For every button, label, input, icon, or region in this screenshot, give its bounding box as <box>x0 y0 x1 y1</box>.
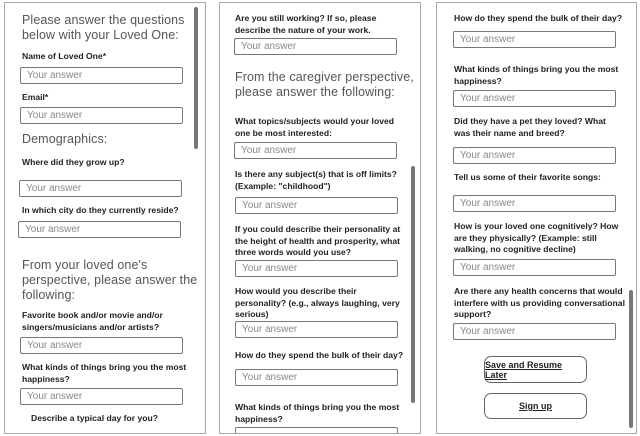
grow-up-label: Where did they grow up? <box>22 157 125 167</box>
form-panel-1 <box>4 2 206 434</box>
topics-label: What topics/subjects would your loved one be most interested: <box>235 116 395 138</box>
scrollbar[interactable] <box>411 166 415 403</box>
happiness-label: What kinds of things bring you the most happiness? <box>454 64 619 86</box>
city-input[interactable]: Your answer <box>18 221 181 238</box>
working-input[interactable]: Your answer <box>234 38 397 55</box>
songs-input[interactable]: Your answer <box>453 195 616 212</box>
happiness-label: What kinds of things bring you the most happiness? <box>22 362 187 384</box>
health-input[interactable]: Your answer <box>453 323 616 340</box>
bulk-day-input[interactable]: Your answer <box>453 31 616 48</box>
three-words-label: If you could describe their personality at the height of health and prosperity, what three words would you use? <box>235 224 401 257</box>
bulk-day-input[interactable]: Your answer <box>235 369 398 386</box>
name-input[interactable]: Your answer <box>20 67 183 84</box>
section-heading: Please answer the questions below with your Loved One: <box>22 13 185 42</box>
personality-input[interactable]: Your answer <box>235 321 398 338</box>
happiness-label: What kinds of things bring you the most happiness? <box>235 402 400 424</box>
topics-input[interactable]: Your answer <box>234 142 397 159</box>
off-limits-label: Is there any subject(s) that is off limits? (Example: "childhood") <box>235 169 397 191</box>
pet-label: Did they have a pet they loved? What was their name and breed? <box>454 116 606 138</box>
cognitive-input[interactable]: Your answer <box>453 259 616 276</box>
happiness-input[interactable]: Your answer <box>20 388 183 405</box>
three-words-input[interactable]: Your answer <box>235 260 398 277</box>
happiness-input[interactable] <box>235 427 398 434</box>
working-label: Are you still working? If so, please describe the nature of your work. <box>235 13 377 35</box>
form-panel-3 <box>436 2 637 434</box>
bulk-day-label: How do they spend the bulk of their day? <box>235 350 404 360</box>
typical-day-label: Describe a typical day for you? <box>31 413 159 423</box>
scrollbar[interactable] <box>629 290 633 428</box>
bulk-day-label: How do they spend the bulk of their day? <box>454 13 623 23</box>
email-input[interactable]: Your answer <box>20 107 183 124</box>
happiness-input[interactable]: Your answer <box>453 90 616 107</box>
sign-up-button[interactable]: Sign up <box>484 393 587 419</box>
name-label: Name of Loved One* <box>22 51 107 61</box>
scrollbar[interactable] <box>194 7 198 149</box>
save-resume-later-button[interactable]: Save and Resume Later <box>484 356 587 383</box>
email-label: Email* <box>22 92 49 102</box>
form-panel-2 <box>219 2 421 434</box>
perspective-heading: From your loved one's perspective, please answer the following: <box>22 258 198 302</box>
favorite-label: Favorite book and/or movie and/or singers/musicians and/or artists? <box>22 310 163 332</box>
off-limits-input[interactable]: Your answer <box>235 197 398 214</box>
songs-label: Tell us some of their favorite songs: <box>454 172 601 182</box>
grow-up-input[interactable]: Your answer <box>19 180 182 197</box>
personality-label: How would you describe their personality? (e.g., always laughing, very serious) <box>235 286 400 319</box>
favorite-input[interactable]: Your answer <box>20 337 183 354</box>
city-label: In which city do they currently reside? <box>22 205 179 215</box>
health-label: Are there any health concerns that would interfere with us providing conversational support? <box>454 286 625 319</box>
demographics-heading: Demographics: <box>22 132 108 146</box>
cognitive-label: How is your loved one cognitively? How are they physically? (Example: still walking, no cognitive decline) <box>454 221 619 254</box>
pet-input[interactable]: Your answer <box>453 147 616 164</box>
caregiver-heading: From the caregiver perspective, please answer the following: <box>235 70 414 99</box>
